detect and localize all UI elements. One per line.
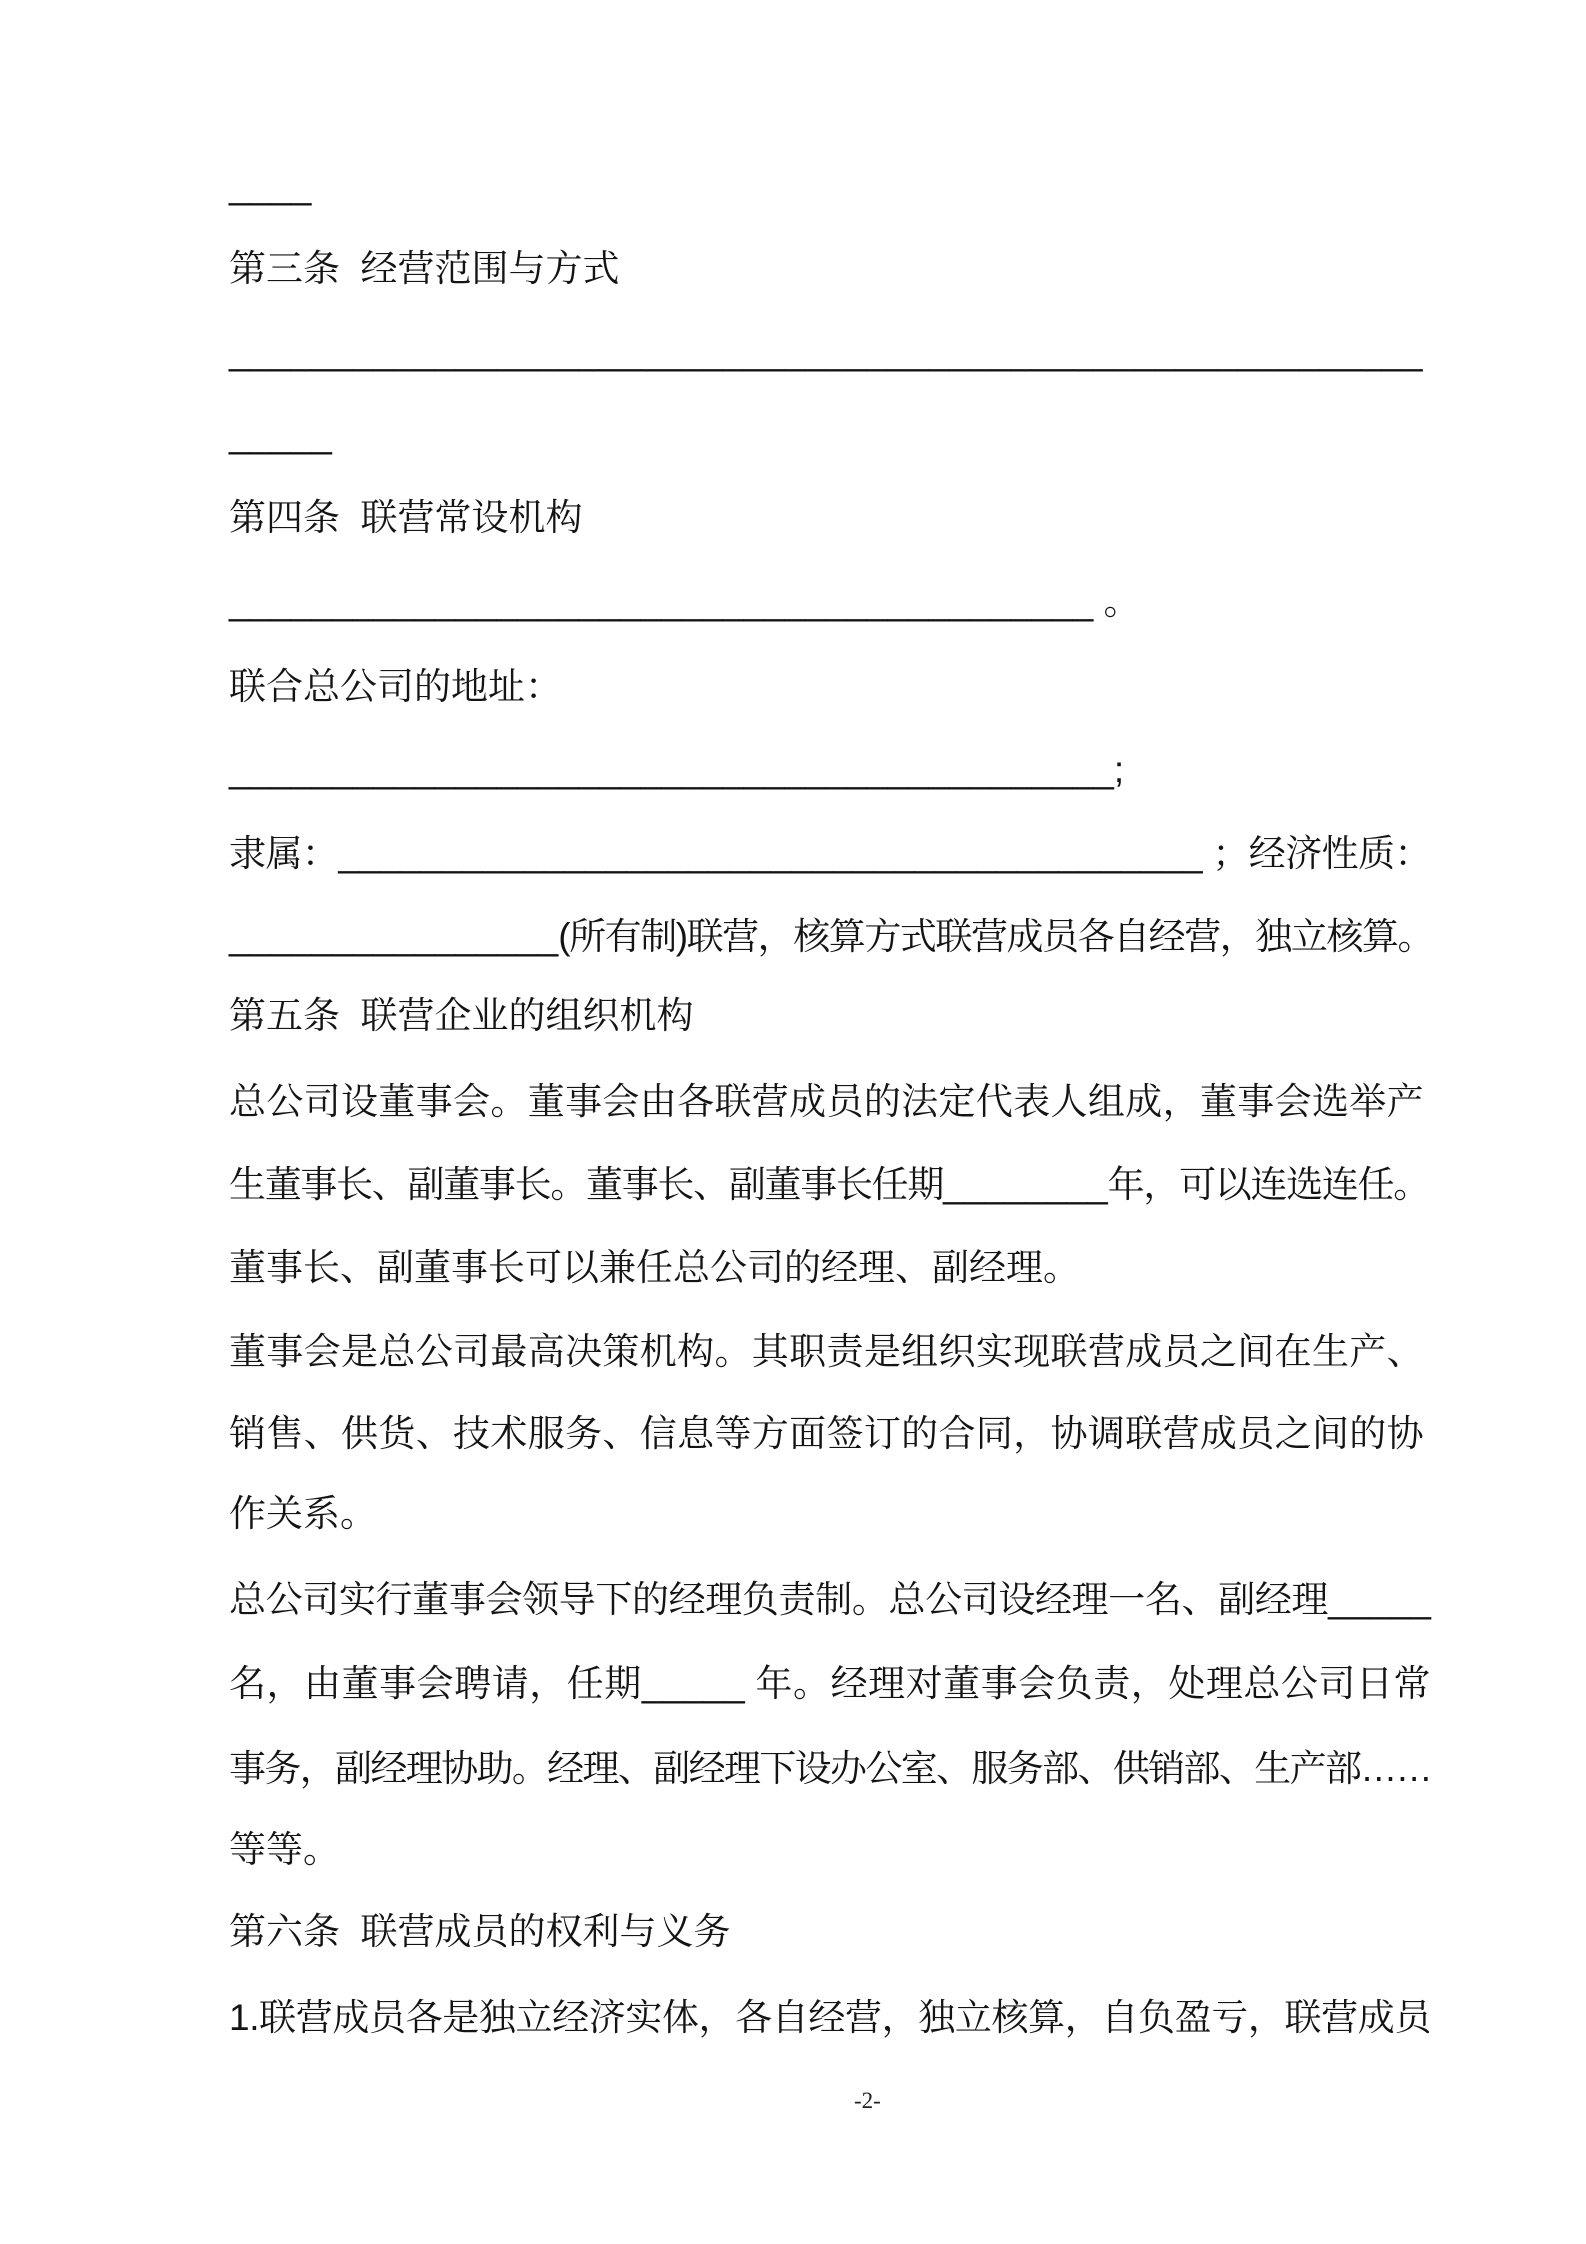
manager-line-2-tail: 年。经理对董事会负责，处理总公司日常	[744, 1663, 1432, 1704]
board-line-2-tail: 年，可以连选连任。	[1107, 1164, 1430, 1205]
affiliation-label: 隶属：	[229, 833, 339, 874]
fill-in-blank: _____	[229, 414, 332, 455]
previous-clause-blank-line	[229, 164, 311, 208]
economic-nature-label: ；经济性质：	[1202, 833, 1432, 874]
affiliation-blank: __________________________________________	[338, 833, 1203, 874]
address-label: 联合总公司的地址：	[229, 666, 562, 707]
article-3-heading: 第三条 经营范围与方式	[229, 248, 620, 289]
manager-paragraph-line-4: 等等。	[229, 1829, 340, 1870]
address-blank: ___________________________________________	[229, 749, 1114, 790]
article-6-heading: 第六条 联营成员的权利与义务	[229, 1911, 731, 1952]
board-paragraph-line-3: 董事长、副董事长可以兼任总公司的经理、副经理。	[229, 1247, 1080, 1288]
fill-in-blank: ____	[229, 165, 312, 206]
ownership-text: (所有制)联营，核算方式联营成员各自经营，独立核算。	[558, 916, 1433, 957]
duties-paragraph-line-2: 销售、供货、技术服务、信息等方面签订的合同，协调联营成员之间的协	[229, 1413, 1424, 1454]
manager-line-2-text: 名，由董事会聘请，任期	[229, 1663, 642, 1704]
board-paragraph-line-1: 总公司设董事会。董事会由各联营成员的法定代表人组成，董事会选举产	[229, 1081, 1424, 1122]
ownership-line	[229, 915, 1433, 959]
page-number: -2-	[854, 2088, 881, 2113]
manager-paragraph-line-1	[229, 1578, 1431, 1622]
duties-paragraph-line-3: 作关系。	[229, 1493, 377, 1534]
article-3-blank-line-2	[229, 413, 332, 457]
chairman-term-blank: ________	[943, 1164, 1108, 1205]
manager-term-blank: _____	[641, 1663, 745, 1704]
manager-paragraph-line-2	[229, 1662, 1431, 1706]
manager-paragraph-line-3: 事务，副经理协助。经理、副经理下设办公室、服务部、供销部、生产部……	[229, 1748, 1431, 1789]
article-4-heading: 第四条 联营常设机构	[229, 497, 583, 538]
fill-in-blank: __________________________________________________________	[229, 331, 1423, 372]
deputy-manager-count-blank: _____	[1328, 1579, 1431, 1620]
manager-line-1-text: 总公司实行董事会领导下的经理负责制。总公司设经理一名、副经理	[229, 1579, 1329, 1620]
institution-name-end: 。	[1093, 581, 1141, 622]
article-3-blank-line-1	[229, 330, 1423, 374]
duties-paragraph-line-1: 董事会是总公司最高决策机构。其职责是组织实现联营成员之间在生产、	[229, 1331, 1424, 1372]
institution-name-blank: __________________________________________	[229, 581, 1094, 622]
ownership-blank: ________________	[229, 916, 559, 957]
board-paragraph-line-2	[229, 1163, 1429, 1207]
address-line	[229, 748, 1124, 792]
institution-name-line	[229, 580, 1141, 624]
article-6-item-1-line-1: 1.联营成员各是独立经济实体，各自经营，独立核算，自负盈亏，联营成员	[229, 1997, 1431, 2038]
board-line-2-text: 生董事长、副董事长。董事长、副董事长任期	[229, 1164, 944, 1205]
affiliation-line	[229, 832, 1431, 876]
address-end: ;	[1113, 749, 1125, 790]
article-5-heading: 第五条 联营企业的组织机构	[229, 995, 694, 1036]
